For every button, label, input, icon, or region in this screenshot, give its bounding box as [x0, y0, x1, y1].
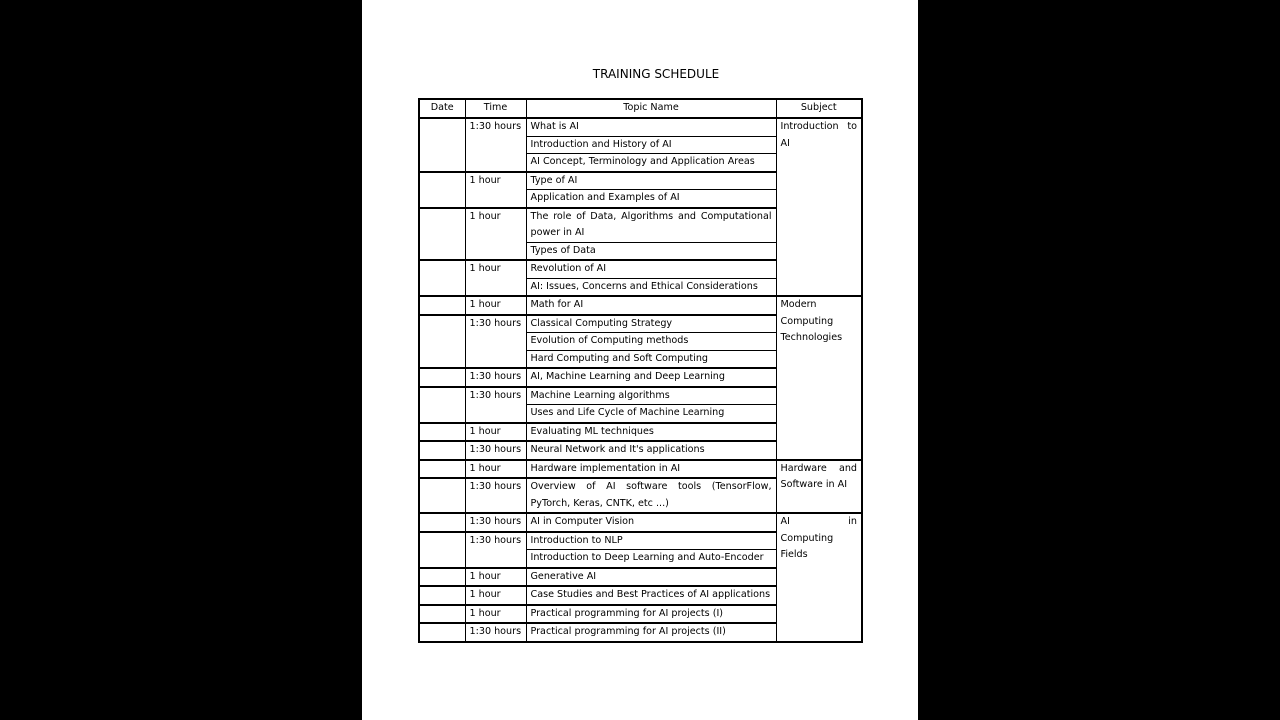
topic-cell: Types of Data	[526, 242, 776, 260]
schedule-table	[418, 98, 863, 643]
date-cell	[419, 423, 465, 442]
topic-cell: Practical programming for AI projects (II)	[526, 623, 776, 642]
header-date: Date	[419, 99, 465, 118]
subject-cell: AI in Computing Fields	[776, 513, 862, 642]
page-title: TRAINING SCHEDULE	[592, 67, 720, 81]
time-cell: 1:30 hours	[465, 387, 526, 423]
table-row	[419, 296, 862, 315]
subject-cell: Introduction to AI	[776, 118, 862, 296]
time-cell: 1:30 hours	[465, 368, 526, 387]
topic-cell: AI in Computer Vision	[526, 513, 776, 532]
topic-cell: Type of AI	[526, 172, 776, 190]
time-cell: 1 hour	[465, 260, 526, 296]
time-cell: 1:30 hours	[465, 441, 526, 460]
topic-cell: Hard Computing and Soft Computing	[526, 350, 776, 368]
date-cell	[419, 118, 465, 172]
time-cell: 1 hour	[465, 460, 526, 479]
time-cell: 1 hour	[465, 423, 526, 442]
topic-cell: Generative AI	[526, 568, 776, 587]
date-cell	[419, 260, 465, 296]
topic-cell: Introduction to Deep Learning and Auto-Encoder	[526, 550, 776, 568]
topic-cell: Revolution of AI	[526, 260, 776, 278]
schedule-body	[419, 118, 862, 642]
time-cell: 1 hour	[465, 296, 526, 315]
topic-cell: Hardware implementation in AI	[526, 460, 776, 479]
date-cell	[419, 605, 465, 624]
topic-cell: Machine Learning algorithms	[526, 387, 776, 405]
time-cell: 1:30 hours	[465, 118, 526, 172]
topic-cell: Introduction and History of AI	[526, 136, 776, 154]
time-cell: 1 hour	[465, 172, 526, 208]
table-row	[419, 513, 862, 532]
date-cell	[419, 315, 465, 369]
topic-cell: Neural Network and It's applications	[526, 441, 776, 460]
topic-cell: AI: Issues, Concerns and Ethical Considerations	[526, 278, 776, 296]
time-cell: 1:30 hours	[465, 532, 526, 568]
header-row	[419, 99, 862, 118]
header-topic: Topic Name	[526, 99, 776, 118]
topic-cell: Introduction to NLP	[526, 532, 776, 550]
header-time: Time	[465, 99, 526, 118]
time-cell: 1:30 hours	[465, 623, 526, 642]
date-cell	[419, 623, 465, 642]
time-cell: 1 hour	[465, 568, 526, 587]
date-cell	[419, 478, 465, 513]
topic-cell: Uses and Life Cycle of Machine Learning	[526, 405, 776, 423]
date-cell	[419, 441, 465, 460]
topic-cell: Application and Examples of AI	[526, 190, 776, 208]
topic-cell: Practical programming for AI projects (I)	[526, 605, 776, 624]
time-cell: 1 hour	[465, 586, 526, 605]
date-cell	[419, 172, 465, 208]
time-cell: 1 hour	[465, 208, 526, 261]
time-cell: 1:30 hours	[465, 513, 526, 532]
date-cell	[419, 296, 465, 315]
topic-cell: Evaluating ML techniques	[526, 423, 776, 442]
date-cell	[419, 532, 465, 568]
date-cell	[419, 368, 465, 387]
date-cell	[419, 387, 465, 423]
topic-cell: AI Concept, Terminology and Application Areas	[526, 154, 776, 172]
topic-cell: AI, Machine Learning and Deep Learning	[526, 368, 776, 387]
date-cell	[419, 586, 465, 605]
table-row	[419, 118, 862, 136]
topic-cell: What is AI	[526, 118, 776, 136]
subject-cell: Hardware and Software in AI	[776, 460, 862, 514]
date-cell	[419, 513, 465, 532]
topic-cell: Math for AI	[526, 296, 776, 315]
table-row	[419, 460, 862, 479]
date-cell	[419, 208, 465, 261]
topic-cell: Evolution of Computing methods	[526, 333, 776, 351]
topic-cell: The role of Data, Algorithms and Computational power in AI	[526, 208, 776, 243]
topic-cell: Classical Computing Strategy	[526, 315, 776, 333]
subject-cell: Modern Computing Technologies	[776, 296, 862, 460]
date-cell	[419, 460, 465, 479]
time-cell: 1:30 hours	[465, 478, 526, 513]
document-page	[362, 0, 918, 720]
header-subject: Subject	[776, 99, 862, 118]
topic-cell: Overview of AI software tools (TensorFlow, PyTorch, Keras, CNTK, etc ...)	[526, 478, 776, 513]
date-cell	[419, 568, 465, 587]
topic-cell: Case Studies and Best Practices of AI applications	[526, 586, 776, 605]
time-cell: 1 hour	[465, 605, 526, 624]
time-cell: 1:30 hours	[465, 315, 526, 369]
